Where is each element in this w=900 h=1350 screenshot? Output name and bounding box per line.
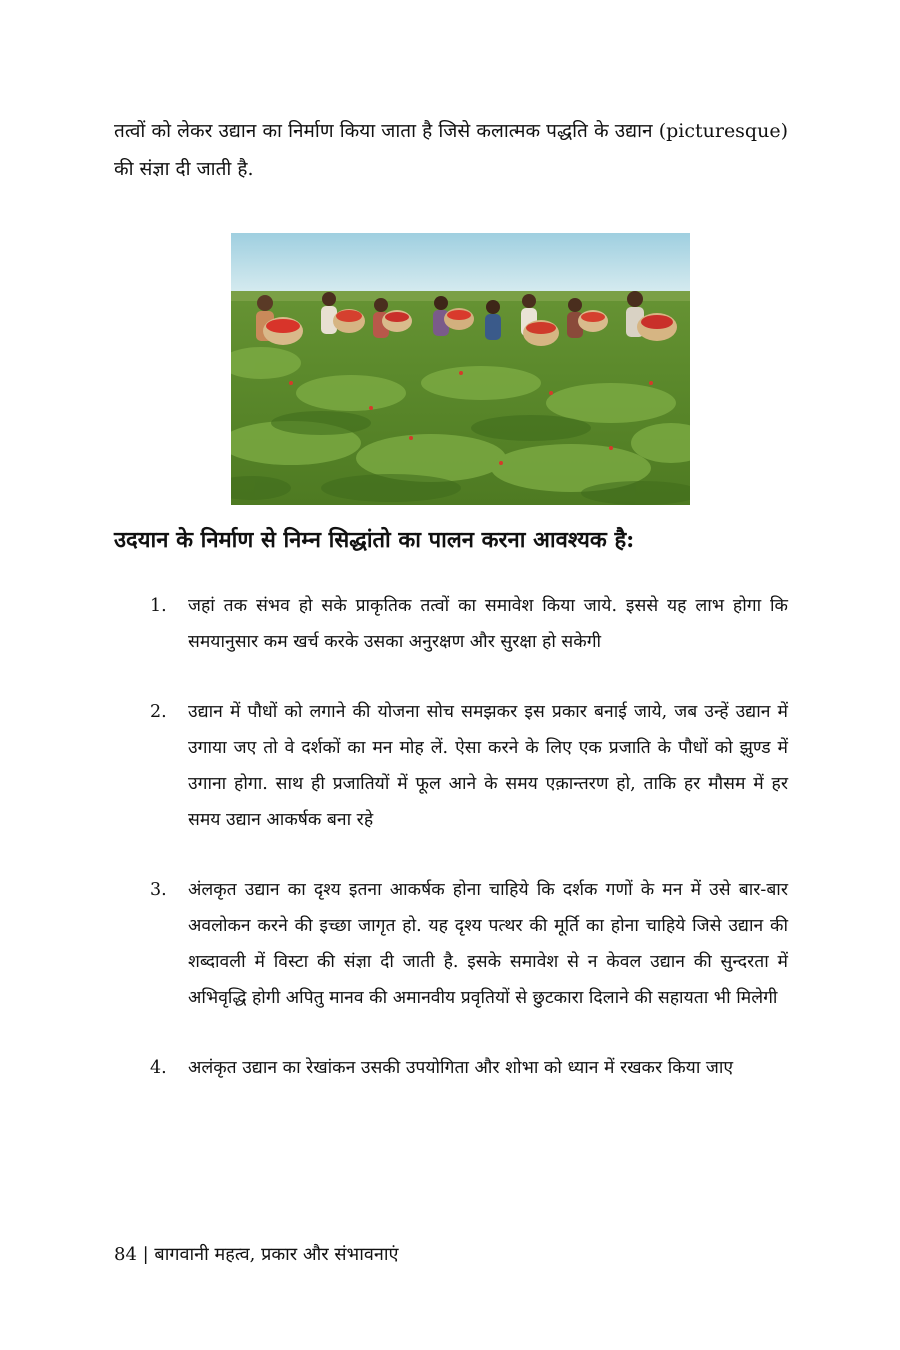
list-item-number: 3. bbox=[150, 880, 167, 900]
section-heading: उदयान के निर्माण से निम्न सिद्धांतो का पालन करना आवश्यक है: bbox=[114, 527, 635, 553]
list-item-text: जहां तक संभव हो सके प्राकृतिक तत्वों का समावेश किया जाये. इससे यह लाभ होगा कि समयानुसार कम खर्च करके उसका अनुरक्षण और सुरक्षा हो सकेगी bbox=[188, 596, 788, 652]
list-item bbox=[114, 1050, 788, 1086]
list-item bbox=[114, 588, 788, 660]
list-item-number: 4. bbox=[150, 1058, 167, 1078]
list-item-text: उद्यान में पौधों को लगाने की योजना सोच समझकर इस प्रकार बनाई जाये, जब उन्हें उद्यान में उगाया जए तो वे दर्शकों का मन मोह लें. ऐसा करने के लिए एक प्रजाति के पौधों को झुण्ड में उगाना होगा. साथ ही प्रजातियों में फूल आने के समय एक़ान्तरण हो, ताकि हर मौसम में हर समय उद्यान आकर्षक बना रहे bbox=[188, 702, 788, 830]
principles-list bbox=[114, 588, 788, 1086]
list-item bbox=[114, 694, 788, 838]
list-item-text: अलंकृत उद्यान का रेखांकन उसकी उपयोगिता और शोभा को ध्यान में रखकर किया जाए bbox=[188, 1058, 734, 1078]
list-item bbox=[114, 872, 788, 1016]
chili-harvest-photo bbox=[231, 233, 690, 505]
list-item-number: 2. bbox=[150, 702, 167, 722]
list-item-text: अंलकृत उद्यान का दृश्य इतना आकर्षक होना चाहिये कि दर्शक गणों के मन में उसे बार-बार अवलोकन करने की इच्छा जागृत हो. यह दृश्य पत्थर की मूर्ति का होना चाहिये जिसे उद्यान की शब्दावली में विस्टा की संज्ञा दी जाती है. इसके समावेश से न केवल उद्यान की सुन्दरता में अभिवृद्धि होगी अपितु मानव की अमानवीय प्रवृतियों से छुटकारा दिलाने की सहायता भी मिलेगी bbox=[188, 880, 788, 1008]
page-footer: 84 | बागवानी महत्व, प्रकार और संभावनाएं bbox=[114, 1244, 399, 1265]
intro-paragraph: तत्वों को लेकर उद्यान का निर्माण किया जाता है जिसे कलात्मक पद्धति के उद्यान (picturesque) की संज्ञा दी जाती है. bbox=[114, 120, 788, 180]
list-item-number: 1. bbox=[150, 596, 167, 616]
